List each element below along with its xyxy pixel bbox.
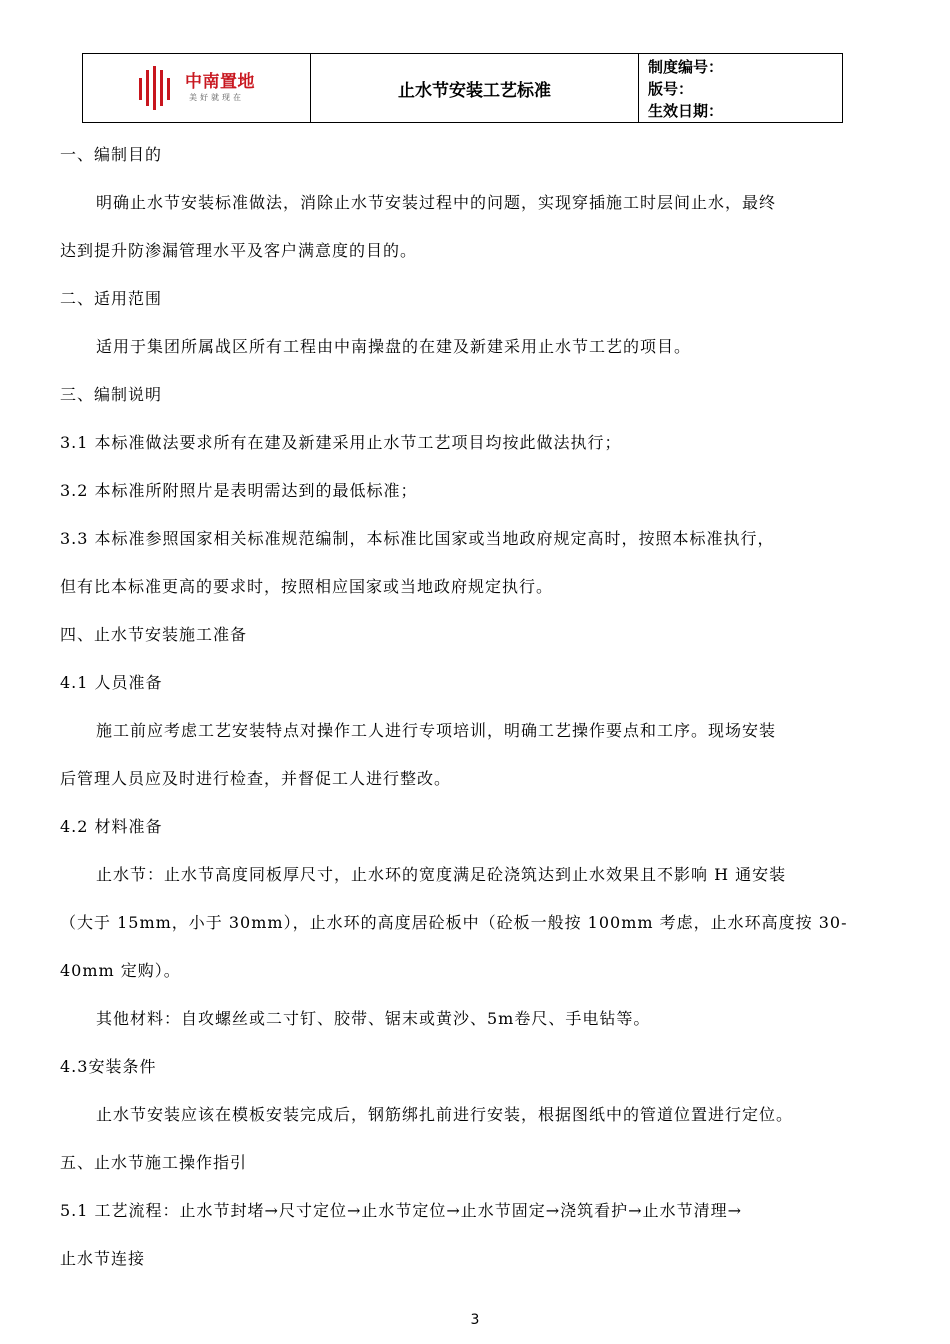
paragraph-line: 3.2 本标准所附照片是表明需达到的最低标准； xyxy=(60,481,418,500)
paragraph-line: 40mm 定购）。 xyxy=(60,961,181,980)
header-table xyxy=(82,53,843,123)
meta-version: 版号： xyxy=(648,80,694,98)
subheading-4-1: 4.1 人员准备 xyxy=(60,673,163,692)
paragraph-line: 后管理人员应及时进行检查，并督促工人进行整改。 xyxy=(60,769,452,788)
company-logo xyxy=(133,58,261,120)
heading-4: 四、止水节安装施工准备 xyxy=(60,625,248,644)
heading-3: 三、编制说明 xyxy=(60,385,163,404)
heading-2: 二、适用范围 xyxy=(60,289,163,308)
logo-company-name: 中南置地 xyxy=(185,72,255,92)
document-meta xyxy=(639,54,842,122)
paragraph-line: 止水节连接 xyxy=(60,1249,146,1268)
paragraph-line: 达到提升防渗漏管理水平及客户满意度的目的。 xyxy=(60,241,418,260)
subheading-4-2: 4.2 材料准备 xyxy=(60,817,163,836)
heading-1: 一、编制目的 xyxy=(60,145,163,164)
paragraph-line: 适用于集团所属战区所有工程由中南操盘的在建及新建采用止水节工艺的项目。 xyxy=(96,337,692,356)
logo-slogan: 美好就现在 xyxy=(189,93,244,102)
meta-effective-date: 生效日期： xyxy=(648,102,724,120)
paragraph-line: 3.1 本标准做法要求所有在建及新建采用止水节工艺项目均按此做法执行； xyxy=(60,433,622,452)
paragraph-line: 施工前应考虑工艺安装特点对操作工人进行专项培训，明确工艺操作要点和工序。现场安装 xyxy=(96,721,777,740)
paragraph-line: （大于 15mm，小于 30mm），止水环的高度居砼板中（砼板一般按 100mm 考虑，止水环高度按 30- xyxy=(60,913,848,932)
paragraph-line: 明确止水节安装标准做法，消除止水节安装过程中的问题，实现穿插施工时层间止水，最终 xyxy=(96,193,777,212)
document-title: 止水节安装工艺标准 xyxy=(311,54,639,122)
paragraph-line: 5.1 工艺流程：止水节封堵→尺寸定位→止水节定位→止水节固定→浇筑看护→止水节清理→ xyxy=(60,1201,742,1220)
page-number: 3 xyxy=(470,1312,480,1328)
logo-bars-icon xyxy=(137,66,179,110)
meta-doc-number: 制度编号： xyxy=(648,58,724,76)
paragraph-line: 止水节安装应该在模板安装完成后，钢筋绑扎前进行安装，根据图纸中的管道位置进行定位。 xyxy=(96,1105,794,1124)
subheading-4-3: 4.3安装条件 xyxy=(60,1057,157,1076)
paragraph-line: 止水节：止水节高度同板厚尺寸，止水环的宽度满足砼浇筑达到止水效果且不影响 H 通安装 xyxy=(96,865,787,884)
paragraph-line: 但有比本标准更高的要求时，按照相应国家或当地政府规定执行。 xyxy=(60,577,554,596)
paragraph-line: 其他材料：自攻螺丝或二寸钉、胶带、锯末或黄沙、5m卷尺、手电钻等。 xyxy=(96,1009,651,1028)
heading-5: 五、止水节施工操作指引 xyxy=(60,1153,248,1172)
logo-cell xyxy=(83,54,311,122)
paragraph-line: 3.3 本标准参照国家相关标准规范编制，本标准比国家或当地政府规定高时，按照本标准执行， xyxy=(60,529,775,548)
